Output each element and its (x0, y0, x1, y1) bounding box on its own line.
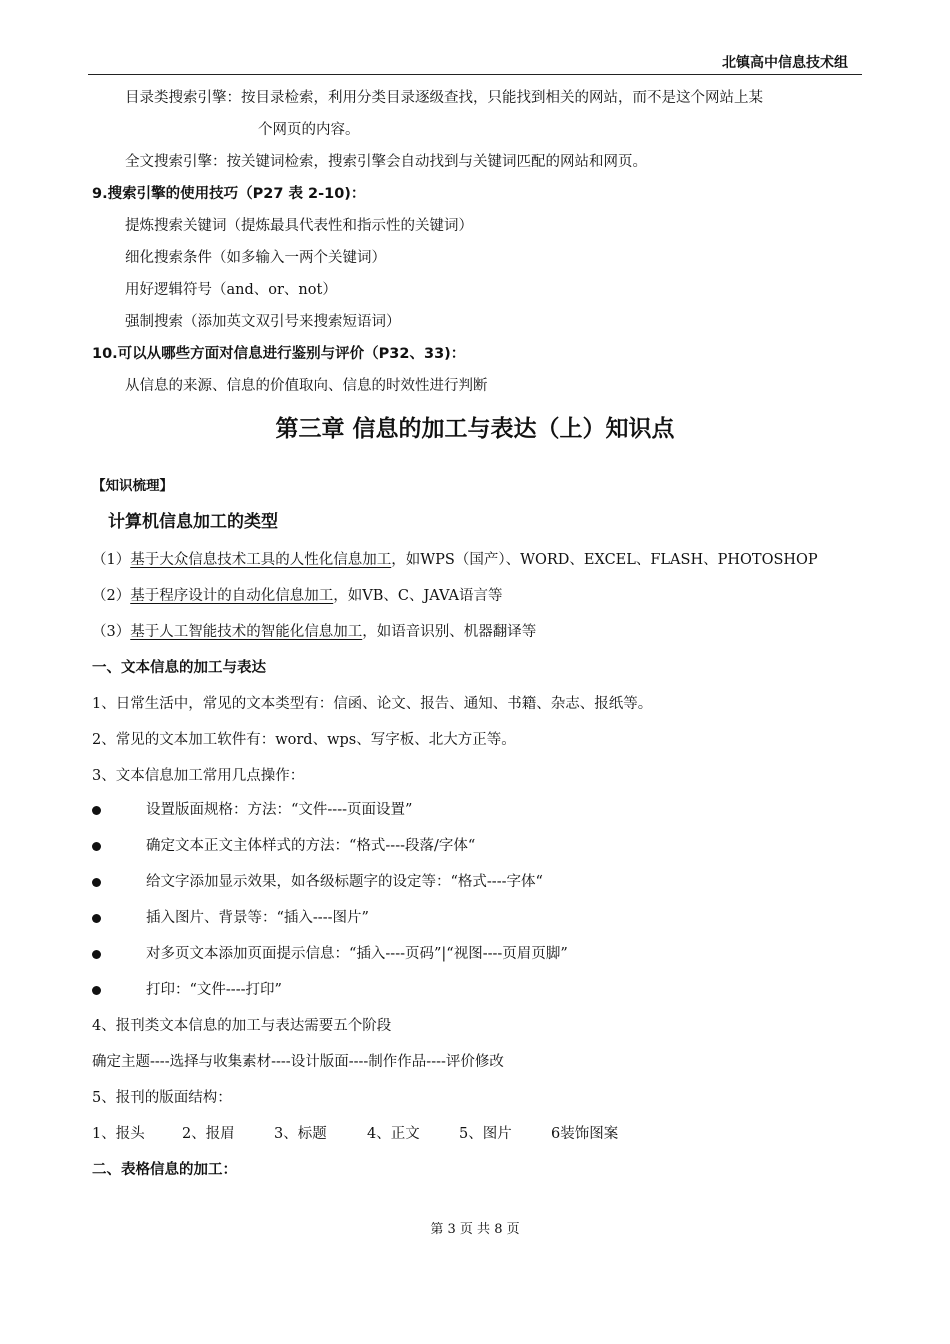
processing-type-item: （3）基于人工智能技术的智能化信息加工，如语音识别、机器翻译等 (92, 624, 537, 640)
bullet-item: 设置版面规格：方法：“文件----页面设置” (146, 802, 413, 818)
section10-text: 从信息的来源、信息的价值取向、信息的时效性进行判断 (125, 378, 488, 394)
page-footer: 第 3 页 共 8 页 (430, 1222, 520, 1237)
layout-item: 4、正文 (367, 1126, 420, 1142)
layout-item: 5、图片 (459, 1126, 512, 1142)
section9-heading: 9.搜索引擎的使用技巧（P27 表 2-10)： (92, 186, 366, 202)
page-header (88, 50, 862, 75)
processing-type-item: （2）基于程序设计的自动化信息加工，如VB、C、JAVA语言等 (92, 588, 503, 604)
section9-item: 细化搜索条件（如多输入一两个关键词） (125, 250, 386, 266)
bullet-icon (92, 914, 101, 923)
bullet-item: 插入图片、背景等：“插入----图片” (146, 910, 369, 926)
section9-item: 强制搜索（添加英文双引号来搜索短语词） (125, 314, 401, 330)
processing-types-heading: 计算机信息加工的类型 (108, 512, 278, 532)
layout-item: 1、报头 (92, 1126, 145, 1142)
part2-heading: 二、表格信息的加工： (92, 1162, 237, 1178)
dir-search-line-2: 个网页的内容。 (258, 122, 360, 138)
part1-stages: 确定主题----选择与收集素材----设计版面----制作作品----评价修改 (92, 1054, 504, 1070)
bullet-icon (92, 950, 101, 959)
bullet-item: 确定文本正文主体样式的方法：“格式----段落/字体“ (146, 838, 476, 854)
header-org: 北镇高中信息技术组 (722, 55, 848, 71)
processing-type-item: （1）基于大众信息技术工具的人性化信息加工，如WPS（国产）、WORD、EXCEL、FLASH、PHOTOSHOP (92, 552, 818, 568)
part1-heading: 一、文本信息的加工与表达 (92, 660, 266, 676)
layout-item: 6装饰图案 (551, 1126, 619, 1142)
bullet-item: 对多页文本添加页面提示信息：“插入----页码”|“视图----页眉页脚” (146, 946, 568, 962)
bullet-icon (92, 878, 101, 887)
fulltext-search-line: 全文搜索引擎：按关键词检索，搜索引擎会自动找到与关键词匹配的网站和网页。 (125, 154, 647, 170)
part1-p5: 5、报刊的版面结构： (92, 1090, 232, 1106)
part1-p3: 3、文本信息加工常用几点操作： (92, 768, 305, 784)
section9-item: 提炼搜索关键词（提炼最具代表性和指示性的关键词） (125, 218, 473, 234)
section10-heading: 10.可以从哪些方面对信息进行鉴别与评价（P32、33)： (92, 346, 466, 362)
section9-item: 用好逻辑符号（and、or、not） (125, 282, 337, 298)
part1-p4: 4、报刊类文本信息的加工与表达需要五个阶段 (92, 1018, 392, 1034)
outline-label: 【知识梳理】 (92, 478, 173, 494)
bullet-icon (92, 806, 101, 815)
bullet-item: 打印：“文件----打印” (146, 982, 282, 998)
part1-p2: 2、常见的文本加工软件有：word、wps、写字板、北大方正等。 (92, 732, 516, 748)
bullet-icon (92, 842, 101, 851)
dir-search-line-1: 目录类搜索引擎：按目录检索，利用分类目录逐级查找，只能找到相关的网站，而不是这个网站上某 (125, 90, 763, 106)
layout-item: 3、标题 (274, 1126, 327, 1142)
chapter-title: 第三章 信息的加工与表达（上）知识点 (275, 416, 675, 442)
part1-p1: 1、日常生活中，常见的文本类型有：信函、论文、报告、通知、书籍、杂志、报纸等。 (92, 696, 653, 712)
bullet-icon (92, 986, 101, 995)
bullet-item: 给文字添加显示效果，如各级标题字的设定等：“格式----字体“ (146, 874, 543, 890)
layout-item: 2、报眉 (182, 1126, 235, 1142)
